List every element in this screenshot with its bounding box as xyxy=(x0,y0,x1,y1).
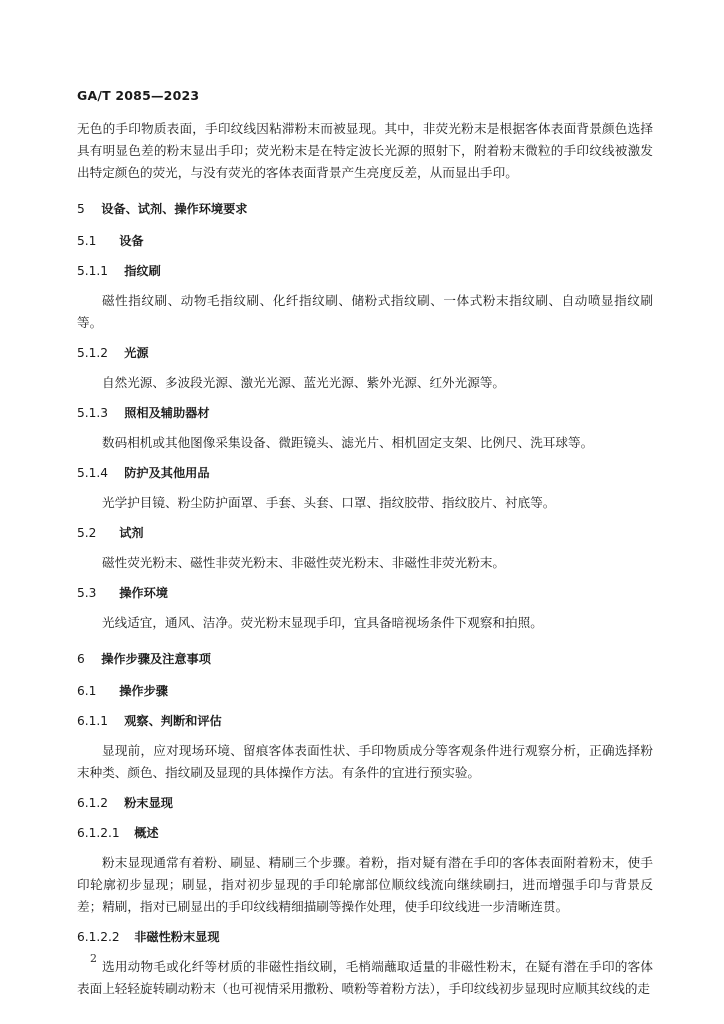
section-number: 5.1.3 xyxy=(77,406,109,420)
section-title: 非磁性粉末显现 xyxy=(134,930,220,944)
section-6-1-1-text: 显现前，应对现场环境、留痕客体表面性状、手印物质成分等客观条件进行观察分析，正确选择粉末种类、颜色、指纹刷及显现的具体操作方法。有条件的宜进行预实验。 xyxy=(77,743,653,780)
section-number: 5.3 xyxy=(77,586,97,600)
section-title: 试剂 xyxy=(119,526,144,540)
section-title: 粉末显现 xyxy=(124,796,173,810)
section-title: 指纹刷 xyxy=(124,264,161,278)
section-number: 6.1.1 xyxy=(77,714,109,728)
section-number: 5.1.2 xyxy=(77,346,109,360)
section-title: 设备、试剂、操作环境要求 xyxy=(101,202,248,216)
section-number: 5 xyxy=(77,202,85,216)
section-6-1-2-2-text: 选用动物毛或化纤等材质的非磁性指纹刷，毛梢端蘸取适量的非磁性粉末，在疑有潜在手印的客体表面上轻轻旋转刷动粉末（也可视情采用撒粉、喷粉等着粉方法），手印纹线初步显现时应顺其纹线的走 xyxy=(77,959,653,996)
intro-paragraph: 无色的手印物质表面，手印纹线因粘滞粉末而被显现。其中，非荧光粉末是根据客体表面背景颜色选择具有明显色差的粉末显出手印；荧光粉末是在特定波长光源的照射下，附着粉末微粒的手印纹线被激发出特定颜色的荧光，与没有荧光的客体表面背景产生亮度反差，从而显出手印。 xyxy=(77,121,653,180)
section-number: 6.1.2.1 xyxy=(77,826,120,840)
section-number: 6.1.2 xyxy=(77,796,109,810)
section-number: 5.1.4 xyxy=(77,466,109,480)
section-number: 5.1.1 xyxy=(77,264,109,278)
section-title: 操作步骤及注意事项 xyxy=(101,652,211,666)
section-number: 5.2 xyxy=(77,526,97,540)
section-6-1-2-1-text: 粉末显现通常有着粉、刷显、精刷三个步骤。着粉，指对疑有潜在手印的客体表面附着粉末，使手印轮廓初步显现；刷显，指对初步显现的手印轮廓部位顺纹线流向继续刷扫，进而增强手印与背景反差；精刷，指对已刷显出的手印纹线精细描刷等操作处理，使手印纹线进一步清晰连贯。 xyxy=(77,855,653,914)
section-number: 6 xyxy=(77,652,85,666)
section-title: 照相及辅助器材 xyxy=(124,406,210,420)
section-6-1-heading xyxy=(77,680,653,702)
section-5-1-1-text: 磁性指纹刷、动物毛指纹刷、化纤指纹刷、储粉式指纹刷、一体式粉末指纹刷、自动喷显指纹刷等。 xyxy=(77,293,653,330)
section-5-2-text: 磁性荧光粉末、磁性非荧光粉末、非磁性荧光粉末、非磁性非荧光粉末。 xyxy=(102,555,505,570)
section-5-heading xyxy=(77,198,653,220)
standard-code: GA/T 2085—2023 xyxy=(77,88,200,103)
section-5-1-1-heading xyxy=(77,260,653,282)
section-5-3-text: 光线适宜，通风、洁净。荧光粉末显现手印，宜具备暗视场条件下观察和拍照。 xyxy=(102,615,543,630)
document-body xyxy=(77,118,653,1000)
section-6-1-2-2-heading xyxy=(77,926,653,948)
section-5-1-2-text: 自然光源、多波段光源、激光光源、蓝光光源、紫外光源、红外光源等。 xyxy=(102,375,505,390)
section-title: 防护及其他用品 xyxy=(124,466,210,480)
section-5-3-heading xyxy=(77,582,653,604)
section-number: 6.1 xyxy=(77,684,97,698)
page-number: 2 xyxy=(90,952,97,965)
section-title: 光源 xyxy=(124,346,149,360)
section-5-2-heading xyxy=(77,522,653,544)
section-6-1-2-1-heading xyxy=(77,822,653,844)
section-6-1-2-heading xyxy=(77,792,653,814)
section-5-1-2-heading xyxy=(77,342,653,364)
section-title: 操作步骤 xyxy=(119,684,168,698)
section-title: 设备 xyxy=(119,234,144,248)
section-5-1-heading xyxy=(77,230,653,252)
section-6-heading xyxy=(77,648,653,670)
section-title: 概述 xyxy=(134,826,159,840)
section-5-1-4-heading xyxy=(77,462,653,484)
section-title: 观察、判断和评估 xyxy=(124,714,222,728)
section-5-1-3-text: 数码相机或其他图像采集设备、微距镜头、滤光片、相机固定支架、比例尺、洗耳球等。 xyxy=(102,435,594,450)
section-5-1-3-heading xyxy=(77,402,653,424)
section-number: 5.1 xyxy=(77,234,97,248)
section-number: 6.1.2.2 xyxy=(77,930,120,944)
section-6-1-1-heading xyxy=(77,710,653,732)
section-title: 操作环境 xyxy=(119,586,168,600)
section-5-1-4-text: 光学护目镜、粉尘防护面罩、手套、头套、口罩、指纹胶带、指纹胶片、衬底等。 xyxy=(102,495,556,510)
